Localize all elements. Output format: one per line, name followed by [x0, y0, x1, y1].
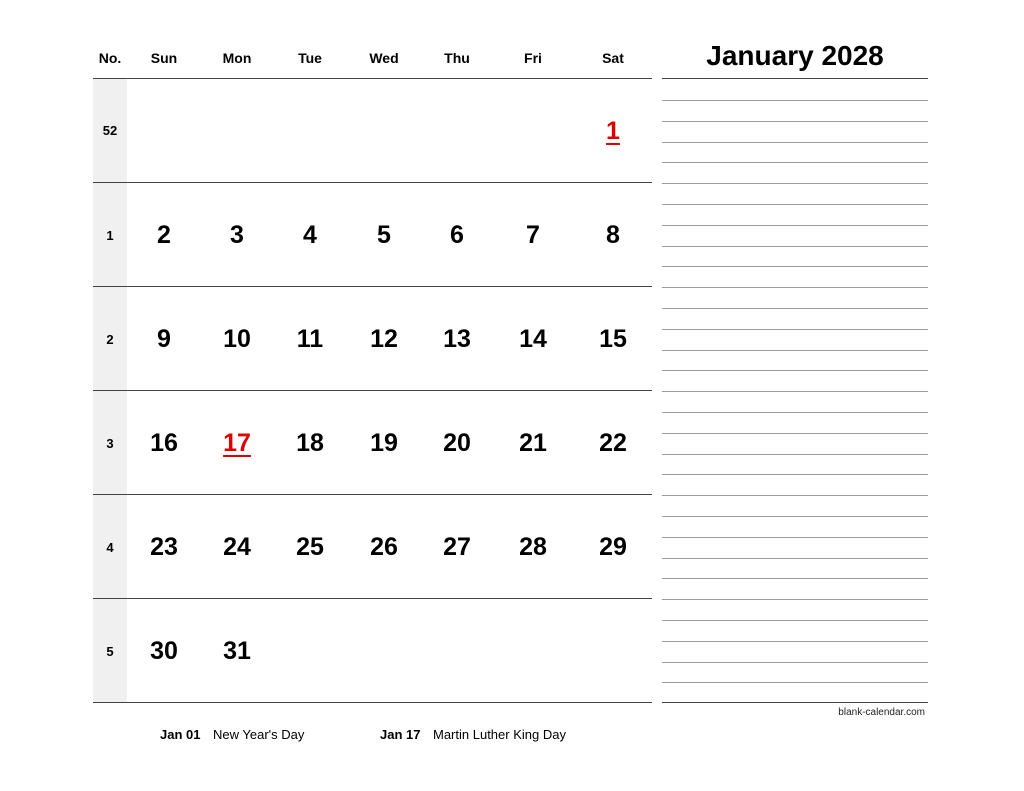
note-line — [662, 329, 928, 330]
note-line — [662, 454, 928, 455]
day-cell: 7 — [526, 221, 540, 249]
day-header-thu: Thu — [444, 50, 470, 66]
day-cell: 2 — [157, 221, 171, 249]
day-cell: 28 — [519, 533, 547, 561]
note-line — [662, 620, 928, 621]
note-line — [662, 641, 928, 642]
note-line — [662, 287, 928, 288]
day-header-mon: Mon — [222, 50, 252, 66]
day-cell: 16 — [150, 429, 178, 457]
note-line — [662, 370, 928, 371]
notes-bottom-line — [662, 702, 928, 703]
note-line — [662, 308, 928, 309]
day-cell: 21 — [519, 429, 547, 457]
holiday-date: Jan 17 — [380, 727, 421, 742]
day-cell: 25 — [296, 533, 324, 561]
day-cell: 26 — [370, 533, 398, 561]
day-cell: 19 — [370, 429, 398, 457]
day-cell: 31 — [223, 637, 251, 665]
day-cell: 11 — [296, 325, 324, 353]
week-number: 52 — [102, 123, 118, 138]
day-cell: 9 — [157, 325, 171, 353]
day-cell: 20 — [443, 429, 471, 457]
day-cell: 14 — [519, 325, 547, 353]
day-cell: 12 — [370, 325, 398, 353]
day-header-wed: Wed — [369, 50, 399, 66]
day-cell: 13 — [443, 325, 471, 353]
note-line — [662, 433, 928, 434]
month-title: January 2028 — [706, 40, 884, 71]
note-line — [662, 183, 928, 184]
day-header-tue: Tue — [298, 50, 322, 66]
day-cell: 1 — [606, 117, 620, 145]
week-number-header: No. — [98, 50, 122, 66]
day-cell: 10 — [223, 325, 251, 353]
day-cell: 30 — [150, 637, 178, 665]
note-line — [662, 225, 928, 226]
note-line — [662, 266, 928, 267]
note-line — [662, 142, 928, 143]
note-line — [662, 391, 928, 392]
day-cell: 27 — [443, 533, 471, 561]
note-line — [662, 495, 928, 496]
holiday-name: Martin Luther King Day — [433, 727, 566, 742]
day-cell: 23 — [150, 533, 178, 561]
week-number-column — [93, 79, 127, 703]
note-line — [662, 599, 928, 600]
week-number: 1 — [106, 228, 114, 243]
day-cell: 3 — [230, 221, 244, 249]
day-cell: 29 — [599, 533, 627, 561]
note-line — [662, 537, 928, 538]
note-line — [662, 474, 928, 475]
day-cell: 15 — [599, 325, 627, 353]
grid-line — [93, 182, 652, 183]
day-header-sun: Sun — [150, 50, 178, 66]
day-cell: 6 — [450, 221, 464, 249]
note-line — [662, 516, 928, 517]
grid-line — [93, 598, 652, 599]
note-line — [662, 100, 928, 101]
grid-line — [93, 286, 652, 287]
grid-line — [93, 702, 652, 703]
day-cell: 8 — [606, 221, 620, 249]
day-header-fri: Fri — [524, 50, 542, 66]
week-number: 5 — [106, 644, 114, 659]
note-line — [662, 121, 928, 122]
note-line — [662, 412, 928, 413]
day-header-sat: Sat — [602, 50, 624, 66]
grid-line — [93, 390, 652, 391]
week-number: 3 — [106, 436, 114, 451]
week-number: 2 — [106, 332, 114, 347]
week-number: 4 — [106, 540, 114, 555]
day-cell: 4 — [303, 221, 317, 249]
note-line — [662, 682, 928, 683]
note-line — [662, 204, 928, 205]
holiday-name: New Year's Day — [213, 727, 305, 742]
day-cell: 5 — [377, 221, 391, 249]
day-cell: 17 — [223, 429, 251, 457]
notes-top-line — [662, 78, 928, 79]
note-line — [662, 558, 928, 559]
grid-line — [93, 78, 652, 79]
note-line — [662, 162, 928, 163]
site-credit: blank-calendar.com — [838, 707, 925, 718]
note-line — [662, 246, 928, 247]
note-line — [662, 578, 928, 579]
day-cell: 22 — [599, 429, 627, 457]
note-line — [662, 350, 928, 351]
grid-line — [93, 494, 652, 495]
note-line — [662, 662, 928, 663]
day-cell: 24 — [223, 533, 251, 561]
holiday-date: Jan 01 — [160, 727, 201, 742]
day-cell: 18 — [296, 429, 324, 457]
